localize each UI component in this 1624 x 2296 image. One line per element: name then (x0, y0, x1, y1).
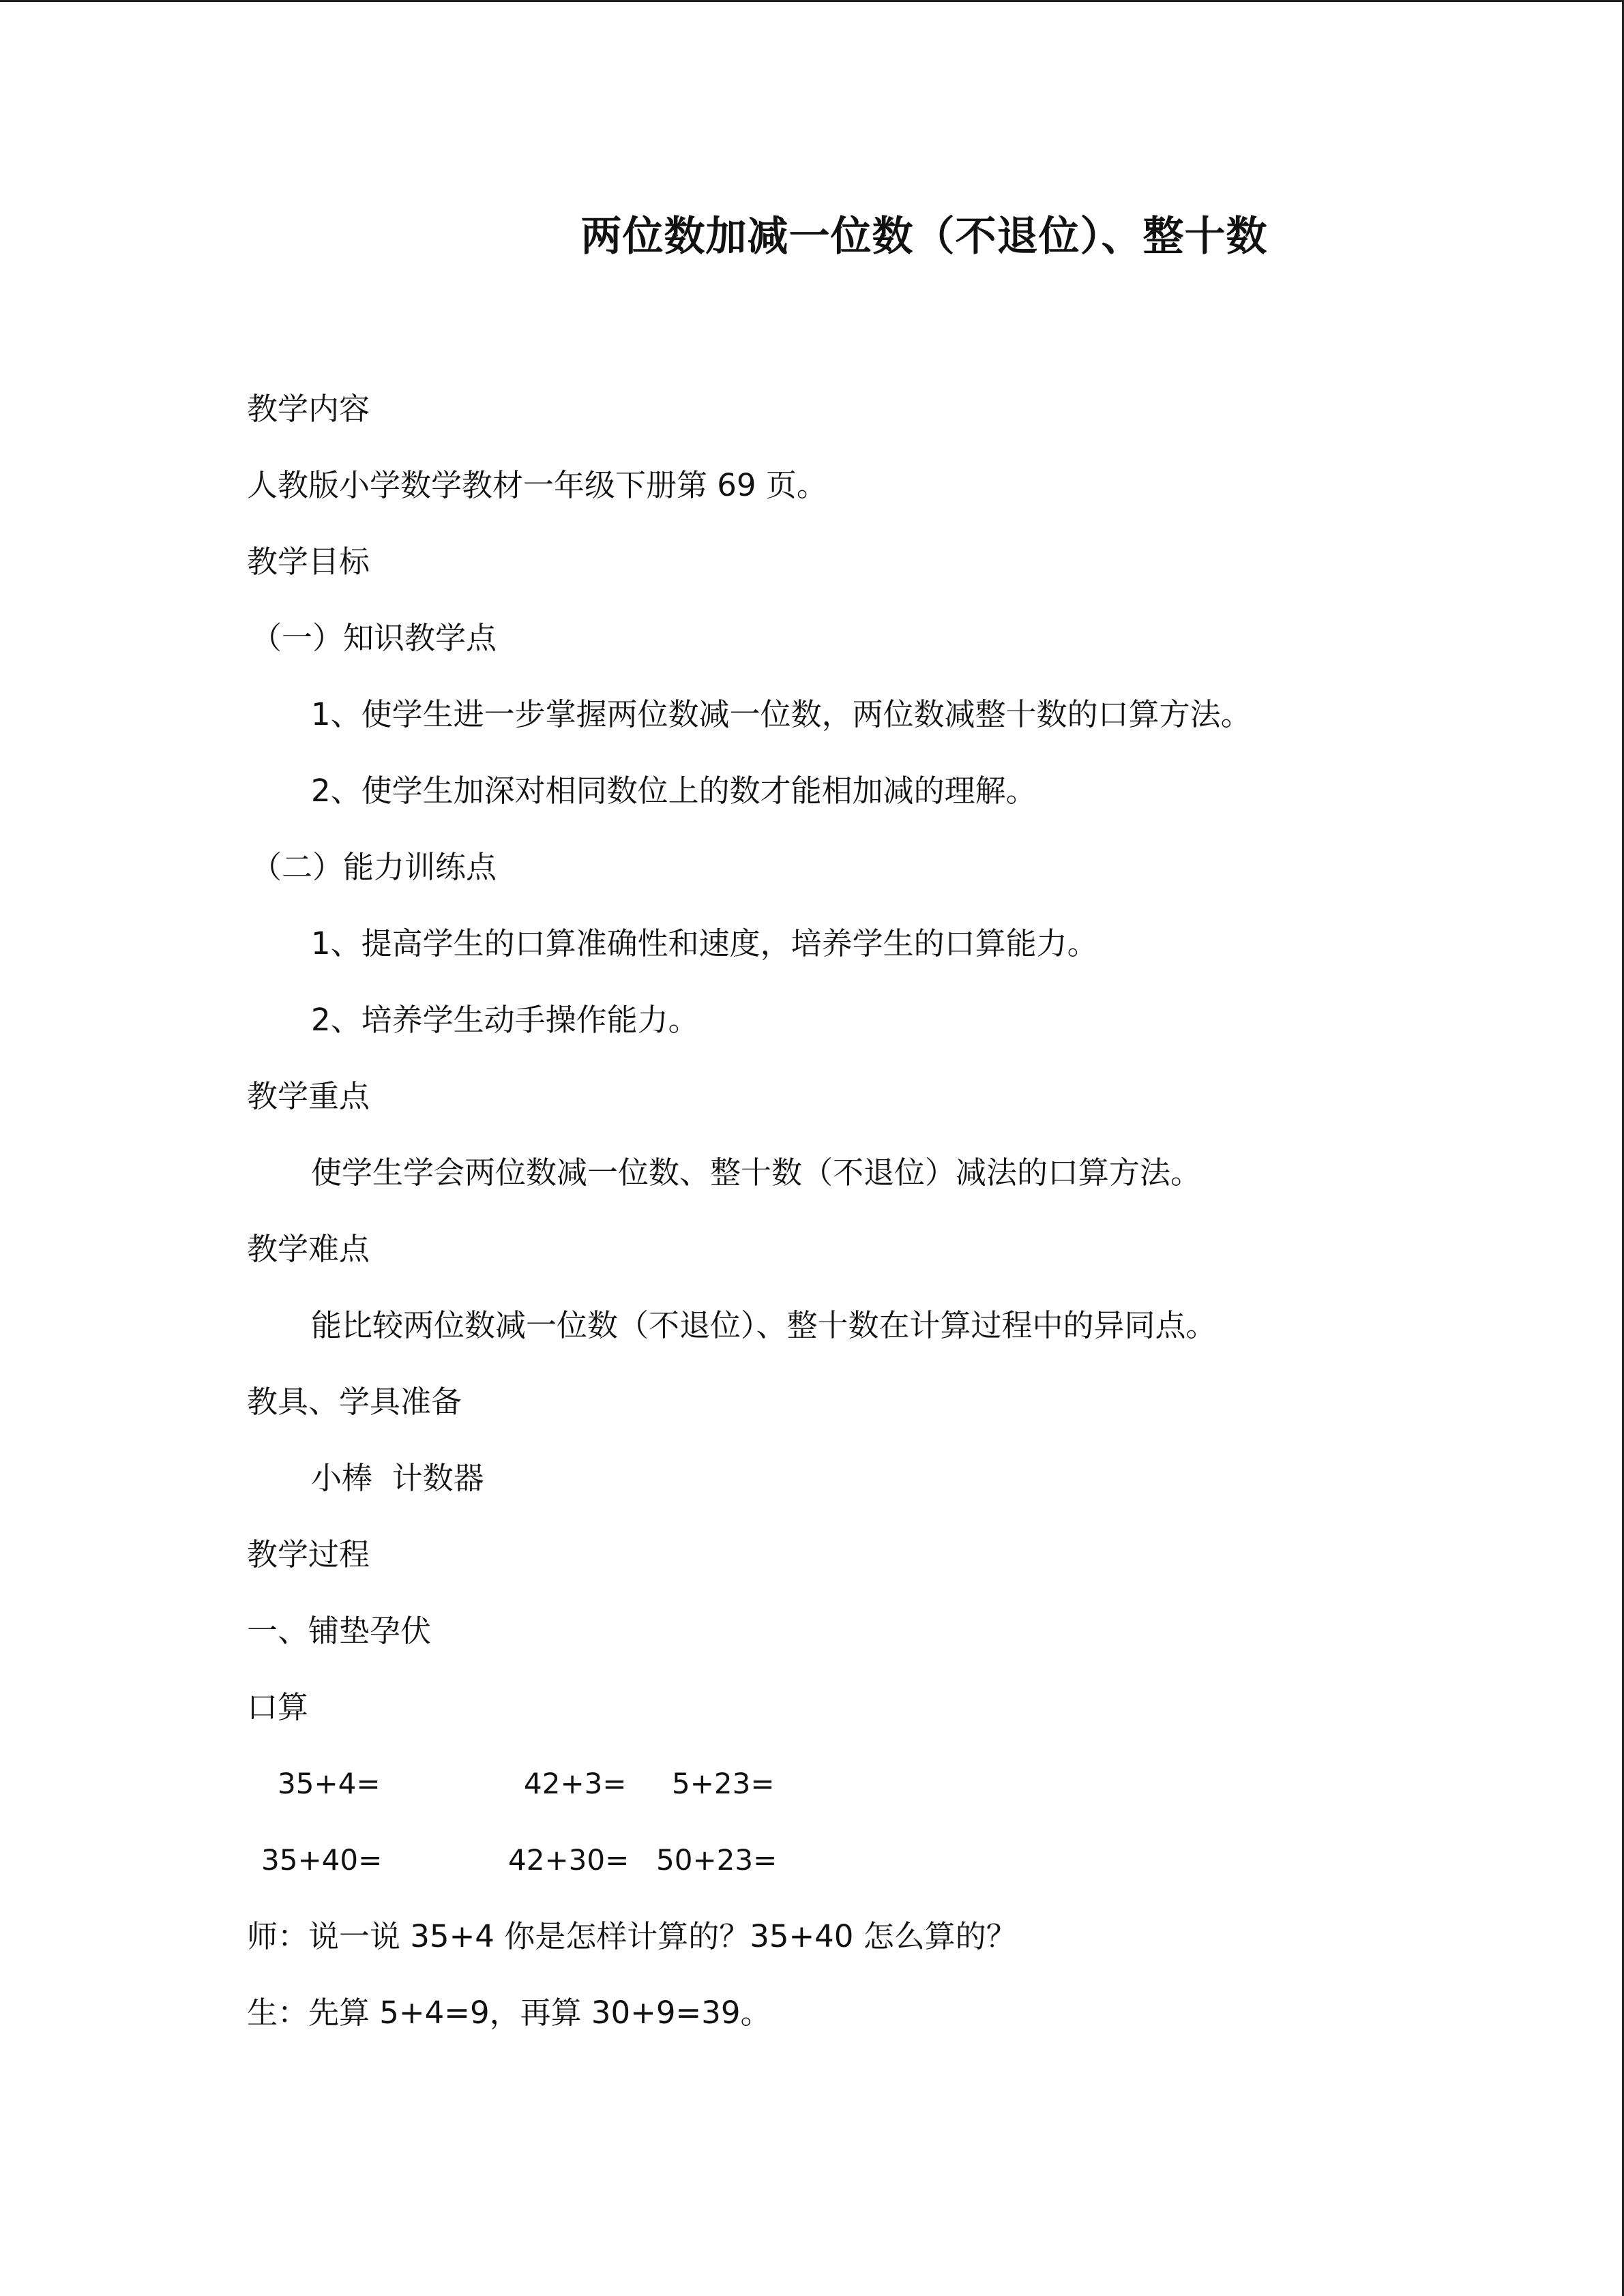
tools-text: 小棒 计数器 (311, 1460, 484, 1496)
key-text: 使学生学会两位数减一位数、整十数（不退位）减法的口算方法。 (311, 1154, 1202, 1191)
key-heading: 教学重点 (247, 1078, 370, 1114)
knowledge-item-2: 2、使学生加深对相同数位上的数才能相加减的理解。 (311, 773, 1037, 809)
calc-row2-item-2: 42+30= (508, 1843, 630, 1877)
calc-row1-item-3: 5+23= (672, 1767, 775, 1800)
difficulty-heading: 教学难点 (247, 1231, 370, 1267)
ability-item-1: 1、提高学生的口算准确性和速度，培养学生的口算能力。 (311, 925, 1098, 961)
calc-row1-item-1: 35+4= (278, 1767, 381, 1800)
calc-row2-item-3: 50+23= (656, 1843, 778, 1877)
ability-item-2: 2、培养学生动手操作能力。 (311, 1002, 699, 1038)
difficulty-text: 能比较两位数减一位数（不退位）、整十数在计算过程中的异同点。 (311, 1307, 1217, 1343)
process-heading: 教学过程 (247, 1536, 370, 1572)
content-heading: 教学内容 (247, 391, 370, 427)
calc-row1-item-2: 42+3= (524, 1767, 627, 1800)
page-top-border (0, 0, 1624, 2)
teacher-line: 师：说一说 35+4 你是怎样计算的？35+40 怎么算的？ (247, 1918, 1017, 1954)
calc-row2-item-1: 35+40= (261, 1843, 383, 1877)
ability-heading: （二）能力训练点 (251, 849, 497, 885)
oral-heading: 口算 (247, 1689, 309, 1725)
content-text: 人教版小学数学教材一年级下册第 69 页。 (247, 467, 827, 503)
step1-heading: 一、铺垫孕伏 (247, 1613, 432, 1649)
knowledge-heading: （一）知识教学点 (251, 620, 497, 656)
document-title: 两位数加减一位数（不退位）、整十数 (580, 213, 1268, 260)
knowledge-item-1: 1、使学生进一步掌握两位数减一位数，两位数减整十数的口算方法。 (311, 696, 1252, 732)
student-line: 生：先算 5+4=9，再算 30+9=39。 (247, 1995, 771, 2031)
tools-heading: 教具、学具准备 (247, 1384, 462, 1420)
goal-heading: 教学目标 (247, 543, 370, 580)
